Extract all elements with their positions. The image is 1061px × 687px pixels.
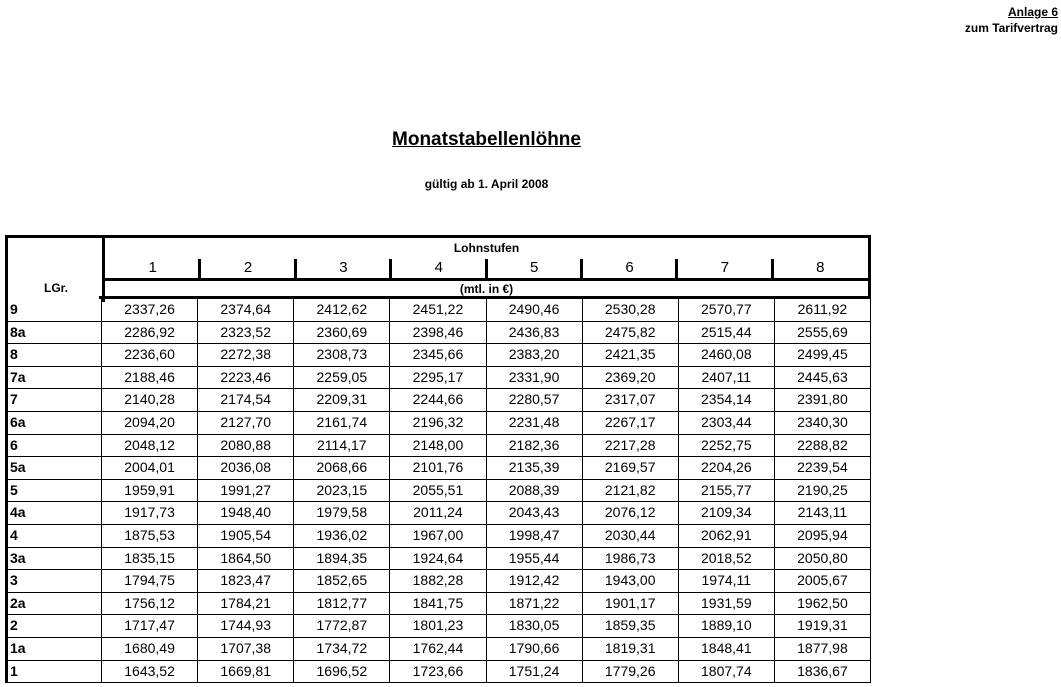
wage-value-cell: 1959,91 [102,480,198,502]
header-divider [99,296,871,299]
wage-value-cell: 1707,38 [198,638,294,660]
wage-value-cell: 2244,66 [390,389,486,411]
wage-value-cell: 1669,81 [198,661,294,683]
table-row [5,502,871,525]
wage-value-cell: 2499,45 [775,344,871,366]
wage-value-cell: 2135,39 [487,457,583,479]
step-header-1: 1 [148,259,157,276]
wage-value-cell: 1967,00 [390,525,486,547]
table-row [5,638,871,661]
table-row [5,661,871,684]
wage-value-cell: 2436,83 [487,322,583,344]
wage-group-cell: 2 [8,615,102,637]
column-header-wage-steps: Lohnstufen [453,241,520,255]
wage-value-cell: 2018,52 [679,548,775,570]
wage-value-cell: 2407,11 [679,367,775,389]
wage-value-cell: 2259,05 [294,367,390,389]
wage-value-cell: 2451,22 [390,299,486,321]
wage-value-cell: 1643,52 [102,661,198,683]
wage-value-cell: 1917,73 [102,502,198,524]
wage-group-cell: 4a [8,502,102,524]
wage-value-cell: 2204,26 [679,457,775,479]
wage-value-cell: 1756,12 [102,593,198,615]
wage-value-cell: 2295,17 [390,367,486,389]
table-row [5,435,871,458]
wage-value-cell: 1979,58 [294,502,390,524]
wage-value-cell: 2155,77 [679,480,775,502]
wage-group-cell: 7 [8,389,102,411]
wage-value-cell: 1835,15 [102,548,198,570]
wage-value-cell: 2114,17 [294,435,390,457]
column-header-wage-group: LGr. [43,281,68,295]
wage-group-cell: 8a [8,322,102,344]
wage-value-cell: 2062,91 [679,525,775,547]
wage-value-cell: 1882,28 [390,570,486,592]
wage-value-cell: 2148,00 [390,435,486,457]
wage-value-cell: 1751,24 [487,661,583,683]
wage-value-cell: 2331,90 [487,367,583,389]
wage-value-cell: 1841,75 [390,593,486,615]
wage-group-cell: 6a [8,412,102,434]
wage-value-cell: 2317,07 [583,389,679,411]
wage-value-cell: 2055,51 [390,480,486,502]
wage-group-cell: 1 [8,661,102,683]
wage-value-cell: 2303,44 [679,412,775,434]
unit-label: (mtl. in €) [459,282,514,296]
wage-value-cell: 2036,08 [198,457,294,479]
wage-value-cell: 1812,77 [294,593,390,615]
step-header-7: 7 [677,257,772,277]
wage-group-cell: 6 [8,435,102,457]
wage-value-cell: 2068,66 [294,457,390,479]
wage-value-cell: 2005,67 [775,570,871,592]
wage-value-cell: 2030,44 [583,525,679,547]
wage-value-cell: 2345,66 [390,344,486,366]
table-row [5,367,871,390]
wage-value-cell: 2182,36 [487,435,583,457]
wage-value-cell: 2421,35 [583,344,679,366]
wage-value-cell: 1717,47 [102,615,198,637]
wage-group-cell: 2a [8,593,102,615]
wage-value-cell: 1924,64 [390,548,486,570]
wage-value-cell: 2490,46 [487,299,583,321]
wage-group-cell: 3a [8,548,102,570]
wage-value-cell: 1931,59 [679,593,775,615]
wage-value-cell: 1894,35 [294,548,390,570]
wage-value-cell: 2239,54 [775,457,871,479]
wage-value-cell: 2515,44 [679,322,775,344]
wage-value-cell: 2337,26 [102,299,198,321]
wage-value-cell: 2398,46 [390,322,486,344]
wage-value-cell: 2088,39 [487,480,583,502]
wage-value-cell: 1875,53 [102,525,198,547]
table-row [5,412,871,435]
wage-value-cell: 1784,21 [198,593,294,615]
wage-value-cell: 1974,11 [679,570,775,592]
wage-value-cell: 2530,28 [583,299,679,321]
wage-value-cell: 2174,54 [198,389,294,411]
wage-value-cell: 1819,31 [583,638,679,660]
wage-group-cell: 4 [8,525,102,547]
table-row [5,389,871,412]
wage-group-cell: 5a [8,457,102,479]
wage-value-cell: 1871,22 [487,593,583,615]
annex-number: Anlage 6 [1007,5,1058,19]
wage-value-cell: 1848,41 [679,638,775,660]
wage-group-cell: 7a [8,367,102,389]
annex-reference: zum Tarifvertrag [964,21,1058,35]
table-row [5,525,871,548]
wage-value-cell: 2209,31 [294,389,390,411]
wage-value-cell: 2231,48 [487,412,583,434]
wage-value-cell: 1955,44 [487,548,583,570]
wage-value-cell: 1948,40 [198,502,294,524]
wage-value-cell: 2196,32 [390,412,486,434]
wage-value-cell: 1807,74 [679,661,775,683]
wage-value-cell: 1696,52 [294,661,390,683]
wage-value-cell: 1919,31 [775,615,871,637]
wage-value-cell: 2080,88 [198,435,294,457]
wage-value-cell: 2272,38 [198,344,294,366]
wage-value-cell: 1936,02 [294,525,390,547]
wage-value-cell: 2121,82 [583,480,679,502]
wage-value-cell: 2161,74 [294,412,390,434]
wage-group-cell: 3 [8,570,102,592]
step-header-5: 5 [487,257,582,277]
wage-table [5,235,871,683]
wage-value-cell: 2188,46 [102,367,198,389]
wage-value-cell: 2048,12 [102,435,198,457]
page-title: Monatstabellenlöhne [392,129,581,150]
wage-value-cell: 2223,46 [198,367,294,389]
step-header-6: 6 [582,257,677,277]
wage-value-cell: 2236,60 [102,344,198,366]
table-header [5,235,871,299]
wage-value-cell: 2267,17 [583,412,679,434]
table-body [5,299,871,683]
wage-value-cell: 2445,63 [775,367,871,389]
wage-value-cell: 2323,52 [198,322,294,344]
wage-group-cell: 9 [8,299,102,321]
wage-value-cell: 1830,05 [487,615,583,637]
wage-value-cell: 2354,14 [679,389,775,411]
table-row [5,480,871,503]
wage-value-cell: 2374,64 [198,299,294,321]
wage-value-cell: 2140,28 [102,389,198,411]
wage-value-cell: 1852,65 [294,570,390,592]
wage-value-cell: 1772,87 [294,615,390,637]
wage-value-cell: 2109,34 [679,502,775,524]
wage-value-cell: 2383,20 [487,344,583,366]
wage-value-cell: 1864,50 [198,548,294,570]
wage-group-cell: 5 [8,480,102,502]
wage-value-cell: 2391,80 [775,389,871,411]
header-divider [105,278,868,281]
wage-value-cell: 2169,57 [583,457,679,479]
wage-value-cell: 2570,77 [679,299,775,321]
wage-value-cell: 2127,70 [198,412,294,434]
wage-value-cell: 1912,42 [487,570,583,592]
step-header-2: 2 [200,257,295,277]
wage-value-cell: 1905,54 [198,525,294,547]
wage-value-cell: 1901,17 [583,593,679,615]
wage-value-cell: 2094,20 [102,412,198,434]
wage-value-cell: 2143,11 [775,502,871,524]
wage-value-cell: 1823,47 [198,570,294,592]
wage-value-cell: 1943,00 [583,570,679,592]
step-header-4: 4 [391,257,486,277]
table-row [5,548,871,571]
wage-value-cell: 2308,73 [294,344,390,366]
step-header-3: 3 [296,257,391,277]
wage-value-cell: 2023,15 [294,480,390,502]
step-header-8: 8 [773,257,868,277]
table-row [5,322,871,345]
table-row [5,457,871,480]
wage-value-cell: 2360,69 [294,322,390,344]
wage-value-cell: 2050,80 [775,548,871,570]
wage-value-cell: 1998,47 [487,525,583,547]
wage-value-cell: 1779,26 [583,661,679,683]
wage-value-cell: 2555,69 [775,322,871,344]
table-row [5,570,871,593]
step-numbers [105,257,868,277]
wage-value-cell: 1801,23 [390,615,486,637]
wage-value-cell: 1790,66 [487,638,583,660]
wage-value-cell: 1889,10 [679,615,775,637]
wage-value-cell: 2004,01 [102,457,198,479]
wage-value-cell: 1991,27 [198,480,294,502]
wage-value-cell: 2280,57 [487,389,583,411]
wage-value-cell: 1762,44 [390,638,486,660]
validity-date: gültig ab 1. April 2008 [424,177,549,191]
wage-value-cell: 2095,94 [775,525,871,547]
wage-value-cell: 1734,72 [294,638,390,660]
wage-value-cell: 2217,28 [583,435,679,457]
wage-group-cell: 8 [8,344,102,366]
wage-value-cell: 2369,20 [583,367,679,389]
wage-value-cell: 1986,73 [583,548,679,570]
document-annex-label [965,4,1058,36]
wage-value-cell: 1962,50 [775,593,871,615]
wage-value-cell: 2340,30 [775,412,871,434]
wage-value-cell: 1680,49 [102,638,198,660]
wage-value-cell: 2101,76 [390,457,486,479]
wage-value-cell: 2475,82 [583,322,679,344]
wage-value-cell: 1859,35 [583,615,679,637]
wage-value-cell: 2076,12 [583,502,679,524]
table-row [5,615,871,638]
wage-value-cell: 2460,08 [679,344,775,366]
wage-value-cell: 2011,24 [390,502,486,524]
wage-value-cell: 2288,82 [775,435,871,457]
wage-value-cell: 1744,93 [198,615,294,637]
wage-value-cell: 1836,67 [775,661,871,683]
table-row [5,299,871,322]
wage-value-cell: 2286,92 [102,322,198,344]
table-row [5,344,871,367]
wage-group-cell: 1a [8,638,102,660]
wage-value-cell: 1877,98 [775,638,871,660]
wage-value-cell: 2412,62 [294,299,390,321]
table-row [5,593,871,616]
wage-value-cell: 2611,92 [775,299,871,321]
wage-value-cell: 2252,75 [679,435,775,457]
wage-value-cell: 1723,66 [390,661,486,683]
wage-value-cell: 2190,25 [775,480,871,502]
wage-value-cell: 1794,75 [102,570,198,592]
wage-value-cell: 2043,43 [487,502,583,524]
